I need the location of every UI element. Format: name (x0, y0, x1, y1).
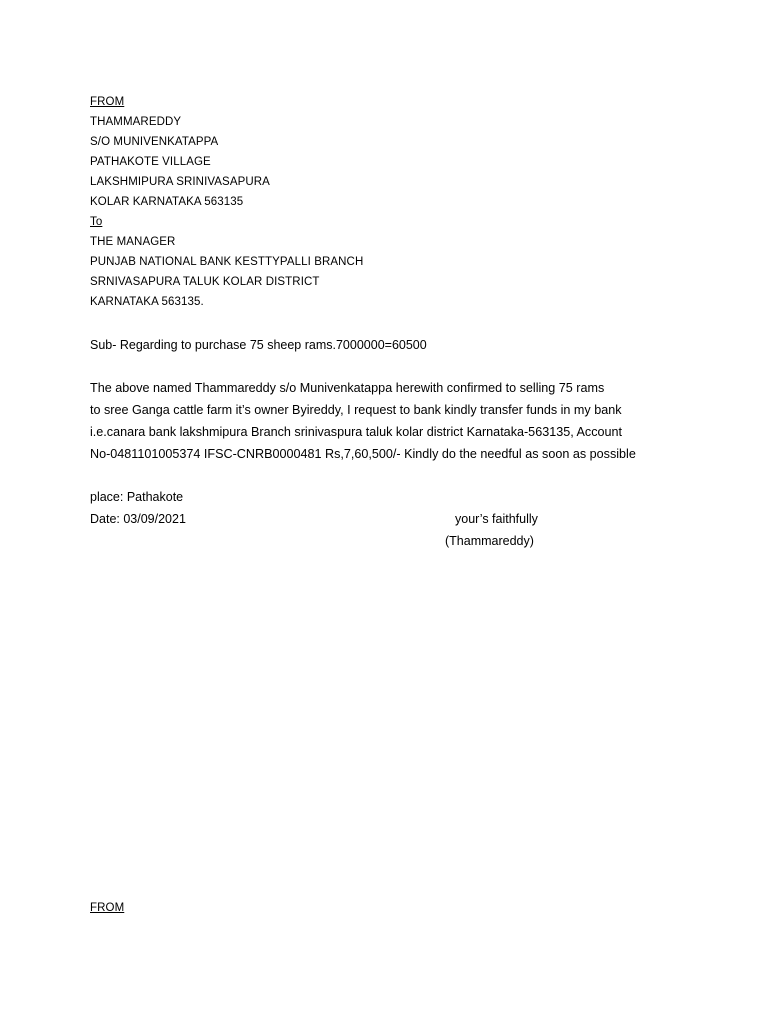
date-line: Date: 03/09/2021 (90, 512, 186, 526)
recipient-bank: PUNJAB NATIONAL BANK KESTTYPALLI BRANCH (90, 256, 364, 268)
place-line: place: Pathakote (90, 490, 184, 504)
recipient-state-pin: KARNATAKA 563135. (90, 296, 204, 308)
to-heading: To (90, 216, 103, 228)
recipient-taluk: SRNIVASAPURA TALUK KOLAR DISTRICT (90, 276, 320, 288)
sender-state-pin: KOLAR KARNATAKA 563135 (90, 196, 244, 208)
body-line-4: No-0481101005374 IFSC-CNRB0000481 Rs,7,60,500/- Kindly do the needful as soon as possible (90, 447, 636, 461)
closing-line: your’s faithfully (455, 512, 538, 526)
body-line-1: The above named Thammareddy s/o Munivenkatappa herewith confirmed to selling 75 rams (90, 381, 605, 395)
sender-name: THAMMAREDDY (90, 116, 182, 128)
sender-village: PATHAKOTE VILLAGE (90, 156, 211, 168)
sender-parent: S/O MUNIVENKATAPPA (90, 136, 219, 148)
sender-locality: LAKSHMIPURA SRINIVASAPURA (90, 176, 270, 188)
footer-from-heading: FROM (90, 902, 125, 914)
signature-line: (Thammareddy) (445, 534, 534, 548)
subject-line: Sub- Regarding to purchase 75 sheep rams.7000000=60500 (90, 338, 427, 352)
body-line-3: i.e.canara bank lakshmipura Branch srinivaspura taluk kolar district Karnataka-563135, Account (90, 425, 623, 439)
body-line-2: to sree Ganga cattle farm it’s owner Byireddy, I request to bank kindly transfer funds in my bank (90, 403, 622, 417)
recipient-title: THE MANAGER (90, 236, 176, 248)
from-heading: FROM (90, 96, 125, 108)
